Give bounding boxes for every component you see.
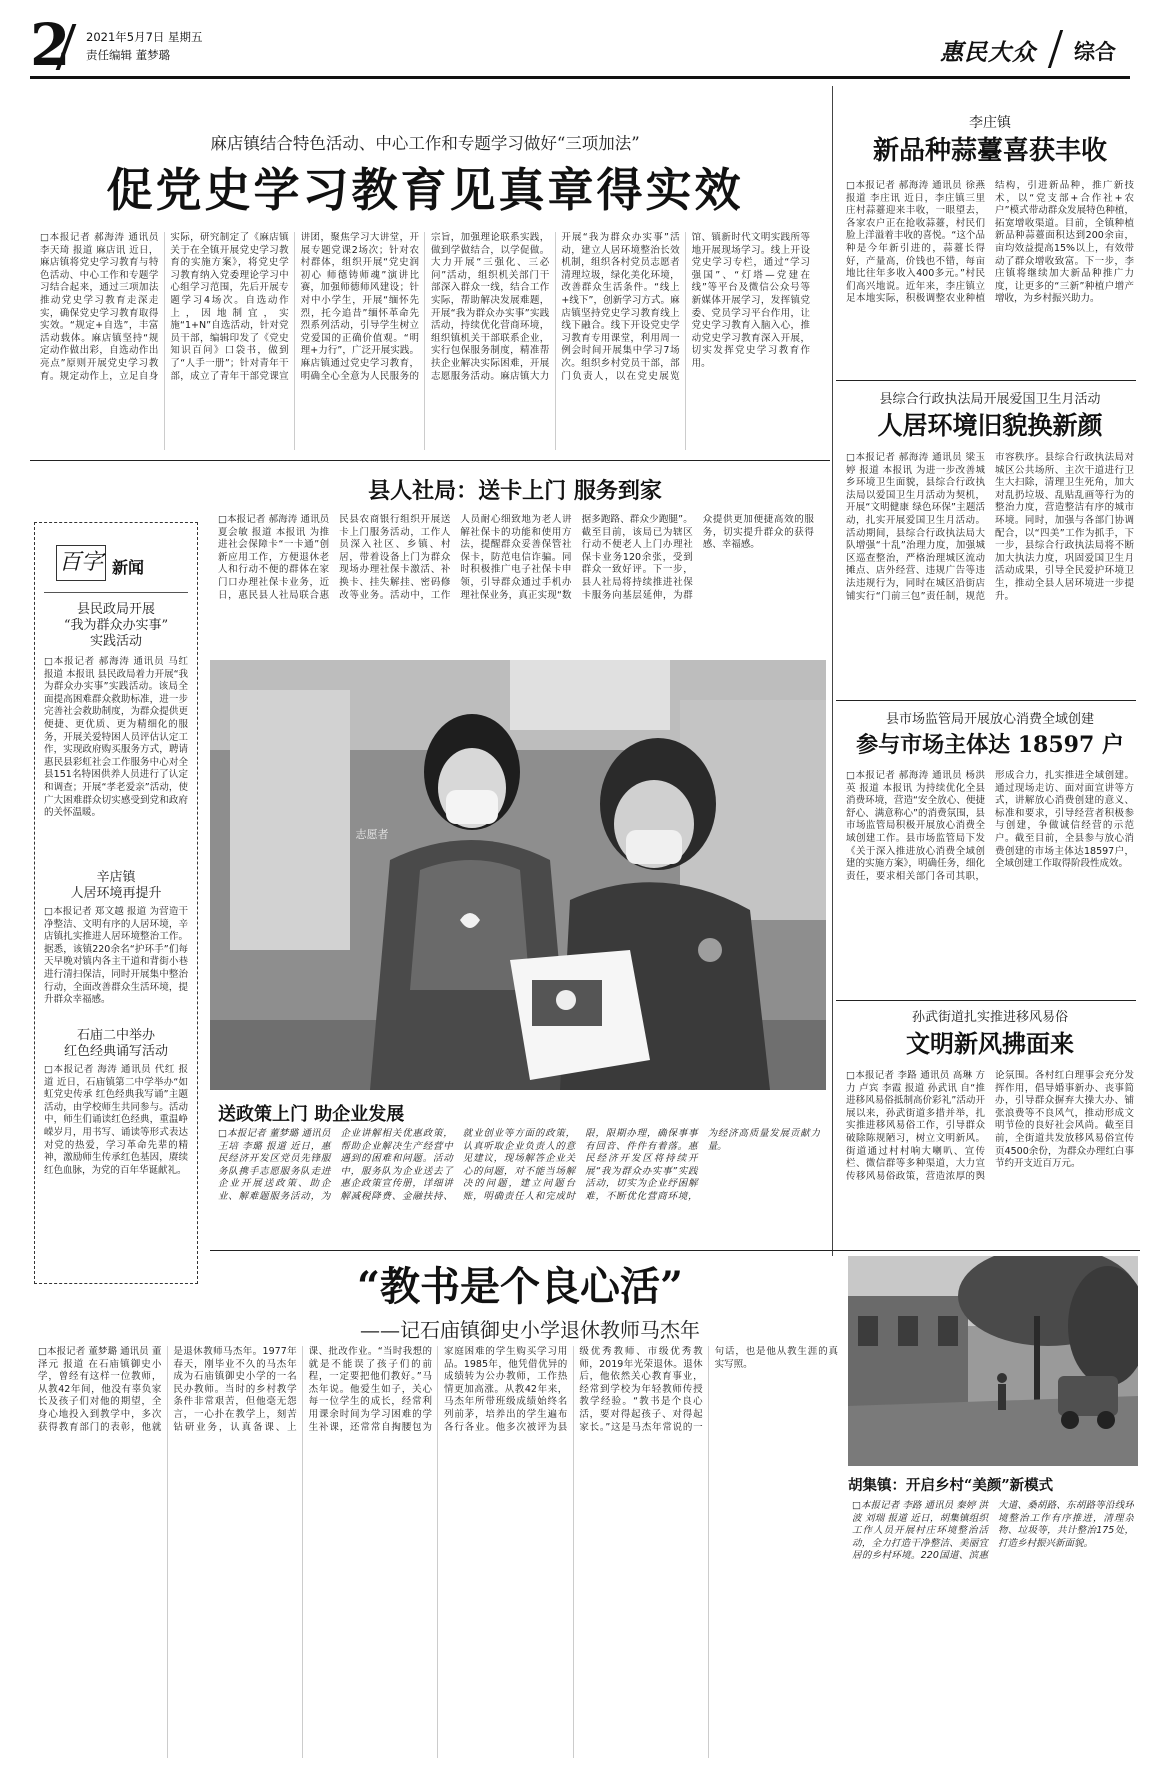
civil-kicker: 孙武街道扎实推进移风易俗 <box>911 1010 1068 1025</box>
teacher-subtitle: ——记石庙镇御史小学退休教师马杰年 <box>360 1318 700 1342</box>
lead-title: 促党史学习教育见真章得实效 <box>106 163 744 217</box>
editor-credit: 责任编辑 董梦璐 <box>86 48 171 62</box>
social-title: 县人社局：送卡上门 服务到家 <box>368 478 662 504</box>
main-photo <box>210 660 826 1090</box>
hundred-item-1-body: □本报记者 郝海涛 通讯员 马红 报道 本报讯 县民政局着力开展“我为群众办实事”实践活动。该局全面提高困难群众救助标准，进一步完善社会救助制度，为群众提供更便捷、更优质、更为精细化的服务，开展关爱特困人员评估认定工作，实现政府购买服务方式，聘请惠民县彩虹社会工作服务中心对全县151名特困供养人员进行了认定和调查；开展“孝老爱亲”活动，使广大困难群众切实感受到党和政府的关怀温暖。 <box>44 656 188 819</box>
hundred-item-3-body: □本报记者 海涛 通讯员 代红 报道 近日，石庙镇第二中学举办“如虹党史传承 红色经典我写诵”主题活动，由学校师生共同参与。活动中，师生们诵读红色经典，重温峥嵘岁月，用书写、诵读等形式表达对党的热爱，学习革命先辈的精神，激励师生传承红色基因，赓续红色血脉，为党的百年华诞献礼。 <box>44 1064 188 1176</box>
lead-bottom-rule <box>30 460 830 461</box>
brand-divider <box>1048 30 1072 68</box>
village-photo-image <box>848 1256 1138 1466</box>
vegetable-place: 李庄镇 <box>969 115 1011 131</box>
masthead-rule <box>30 76 1130 79</box>
market-title: 参与市场主体达 18597 户 <box>856 732 1124 758</box>
hundred-label-rule <box>44 592 188 593</box>
volunteer-vest-text: 志愿者 <box>355 828 389 841</box>
civil-body: □本报记者 李路 通讯员 高琳 方力 卢宾 李霞 报道 孙武讯 自“推进移风易俗抵制高价彩礼”活动开展以来，孙武街道多措并举，扎实推进移风易俗工作，引导群众破除陈规陋习，树立文明新风。街道通过村村响大喇叭、宣传栏、微信群等多种渠道，大力宣传移风易俗政策，营造浓厚的舆论氛围。各村红白理事会充分发挥作用，倡导婚事新办、丧事简办，引导群众摒弃大操大办、铺张浪费等不良风气，推动形成文明节俭的良好社会风尚。截至目前，全街道共发放移风易俗宣传页4500余份，为群众办理红白事节约开支近百万元。 <box>846 1070 1134 1182</box>
village-caption: 胡集镇：开启乡村“美颜”新模式 <box>848 1477 1054 1494</box>
hundred-item-2-body: □本报记者 郑文越 报道 为营造干净整洁、文明有序的人居环境，辛店镇扎实推进人居环境整治工作。据悉，该镇220余名“护环手”们每天早晚对镇内各主干道和背街小巷进行清扫保洁，同时开展集中整治行动，全面改善群众生活环境，提升群众幸福感。 <box>44 906 188 1006</box>
main-photo-image <box>210 660 826 1090</box>
page-number: 2 <box>30 11 71 79</box>
enforcement-bottom-rule <box>836 700 1136 701</box>
market-body: □本报记者 郝海涛 通讯员 杨洪英 报道 本报讯 为持续优化全县消费环境，营造“安全放心、便捷舒心、满意称心”的消费氛围，县市场监管局积极开展放心消费全域创建工作。县市场监管局下发《关于深入推进放心消费全域创建的实施方案》，明确任务，细化责任，要求相关部门各司其职，形成合力，扎实推进全域创建。通过现场走访、面对面宣讲等方式，讲解放心消费创建的意义、标准和要求，引导经营者积极参与创建，争做诚信经营的示范户。截至目前，全县参与放心消费创建的市场主体达18597户，全域创建工作取得阶段性成效。 <box>846 770 1134 882</box>
main-photo-body: □本报记者 董梦璐 通讯员 王培 李璐 报道 近日，惠民经济开发区党员先锋服务队携手志愿服务队走进企业开展送政策、助企业、解难题服务活动，为企业讲解相关优惠政策，帮助企业解决生产经营中遇到的困难和问题。活动中，服务队为企业送去了惠企政策宣传册，详细讲解减税降费、金融扶持、就业创业等方面的政策，认真听取企业负责人的意见建议，现场解答企业关心的问题，对不能当场解决的问题，建立问题台账，明确责任人和完成时限，限期办理，确保事事有回音、件件有着落。惠民经济开发区将持续开展“我为群众办实事”实践活动，切实为企业纾困解难，不断优化营商环境，为经济高质量发展贡献力量。 <box>218 1128 820 1202</box>
teacher-top-rule <box>210 1250 1140 1251</box>
right-column-divider <box>832 86 833 1256</box>
vegetable-title: 新品种蒜薹喜获丰收 <box>872 136 1107 166</box>
market-kicker: 县市场监管局开展放心消费全域创建 <box>885 712 1094 727</box>
vegetable-bottom-rule <box>836 380 1136 381</box>
civil-title: 文明新风拂面来 <box>906 1029 1074 1058</box>
enforcement-title: 人居环境旧貌换新颜 <box>877 411 1103 440</box>
hundred-item-1-title-a: 县民政局开展 <box>76 602 155 617</box>
hundred-word-label: 百字 <box>56 545 106 581</box>
hundred-item-2-title-a: 辛店镇 <box>96 870 136 885</box>
social-body: □本报记者 郝海涛 通讯员 夏会敏 报道 本报讯 为推进社会保障卡“一卡通”创新应用工作，方便退休老人和行动不便的群体在家门口办理社保卡业务，近日，惠民县人社局联合惠民县农商银行组织开展送卡上门服务活动，工作人员深入社区、乡镇、村居，带着设备上门为群众现场办理社保卡激活、补换卡、挂失解挂、密码修改等业务。活动中，工作人员耐心细致地为老人讲解社保卡的功能和使用方法，提醒群众妥善保管社保卡，防范电信诈骗。同时积极推广电子社保卡申领，引导群众通过手机办理社保业务，真正实现“数据多跑路、群众少跑腿”。截至目前，该局已为辖区行动不便老人上门办理社保卡业务120余张，受到群众一致好评。下一步，县人社局将持续推进社保卡服务向基层延伸，为群众提供更加便捷高效的服务，切实提升群众的获得感、幸福感。 <box>218 514 814 601</box>
teacher-body: □本报记者 董梦璐 通讯员 董泽元 报道 在石庙镇御史小学，曾经有这样一位教师，从教42年间，他没有辜负家长及孩子们对他的期望，全身心地投入到教学中，多次获得教育部门的表彰，他就是退休教师马杰年。1977年春天，刚毕业不久的马杰年成为石庙镇御史小学的一名民办教师。当时的乡村教学条件非常艰苦，但他毫无怨言，一心扑在教学上，刻苦钻研业务，认真备课、上课、批改作业。“当时我想的就是不能误了孩子们的前程，一定要把他们教好。”马杰年说。他爱生如子，关心每一位学生的成长，经常利用课余时间为学习困难的学生补课，还常常自掏腰包为家庭困难的学生购买学习用品。1985年，他凭借优异的成绩转为公办教师，工作热情更加高涨。从教42年来，马杰年所带班级成绩始终名列前茅，培养出的学生遍布各行各业。他多次被评为县级优秀教师、市级优秀教师，2019年光荣退休。退休后，他依然关心教育事业，经常到学校为年轻教师传授教学经验。“教书是个良心活，要对得起孩子、对得起家长。”这是马杰年常说的一句话，也是他从教生涯的真实写照。 <box>38 1346 838 1433</box>
newspaper-brand: 惠民大众 <box>940 39 1036 66</box>
lead-kicker: 麻店镇结合特色活动、中心工作和专题学习做好“三项加法” <box>210 134 640 153</box>
market-bottom-rule <box>836 1000 1136 1001</box>
hundred-item-3-title-a: 石庙二中举办 <box>76 1028 155 1043</box>
issue-date: 2021年5月7日 星期五 <box>86 30 203 44</box>
enforcement-body: □本报记者 郝海涛 通讯员 梁玉婷 报道 本报讯 为进一步改善城乡环境卫生面貌，县综合行政执法局以爱国卫生月活动为契机，开展“文明健康 绿色环保”主题活动，扎实开展爱国卫生月活动。活动期间，县综合行政执法局大队增强“十乱”治理力度，加强城区巡查整治，严格治理城区流动摊点、店外经营、违规广告等违法违规行为，同时在城区沿街店铺实行“门前三包”责任制，规范市容秩序。县综合行政执法局对城区公共场所、主次干道进行卫生大扫除，清理卫生死角，加大对乱扔垃圾、乱贴乱画等行为的整治力度，营造整洁有序的城市环境。同时，加强与各部门协调配合，以“四美”工作为抓手，下一步，县综合行政执法局将不断加大执法力度，巩固爱国卫生月活动成果，引导全民爱护环境卫生，推动全县人居环境进一步提升。 <box>846 452 1134 602</box>
teacher-title: “教书是个良心活” <box>356 1263 683 1310</box>
hundred-item-2-title-b: 人居环境再提升 <box>70 886 162 901</box>
hundred-item-1-title-b: “我为群众办实事” <box>63 618 169 633</box>
hundred-item-1-title-c: 实践活动 <box>89 634 142 649</box>
main-photo-caption: 送政策上门 助企业发展 <box>218 1104 405 1125</box>
news-label: 新闻 <box>112 558 145 577</box>
village-body: □本报记者 李路 通讯员 秦婷 洪波 刘瑞 报道 近日，胡集镇组织工作人员开展村庄环境整治活动，全力打造干净整洁、美丽宜居的乡村环境。220国道、滨惠大道、桑胡路、东胡路等沿线环境整治工作有序推进，清理杂物、垃圾等，共计整治175处，打造乡村振兴新面貌。 <box>852 1500 1134 1562</box>
village-photo <box>848 1256 1138 1466</box>
enforcement-kicker: 县综合行政执法局开展爱国卫生月活动 <box>879 392 1101 407</box>
lead-body: □本报记者 郝海涛 通讯员 李天琦 报道 麻店讯 近日，麻店镇将党史学习教育与特色活动、中心工作和专题学习结合起来，通过三项加法推动党史学习教育走深走实，确保党史学习教育取得实效。“规定+自选”，丰富活动载体。麻店镇坚持“规定动作做出彩，自选动作出亮点”原则开展党史学习教育。规定动作上，立足自身实际，研究制定了《麻店镇关于在全镇开展党史学习教育的实施方案》，将党史学习教育纳入党委理论学习中心组学习范围，先后开展专题学习4场次。自选动作上，因地制宜，实施“1+N”自选活动，针对党员干部，编辑印发了《党史知识百问》口袋书，做到了“人手一册”；针对青年干部，成立了青年干部党课宣讲团，聚焦学习大讲堂，开展专题党课2场次；针对农村群体，组织开展“党史润初心 师德铸师魂”演讲比赛，加强师德师风建设；针对中小学生，开展“缅怀先烈，托今追昔”缅怀革命先烈系列活动，引导学生树立党爱国的正确价值观。“明理+力行”，广泛开展实践。麻店镇通过党史学习教育，明确全心全意为人民服务的宗旨，加强理论联系实践，做到学做结合，以学促做。大力开展“三强化、三必问”活动，组织机关部门干部深入群众一线，结合工作实际，帮助解决发展难题，开展“我为群众办实事”实践活动，持续优化营商环境，组织镇机关干部联系企业，实行包保服务制度，精准帮扶企业解决实际困难，开展志愿服务活动。麻店镇大力开展“我为群众办实事”活动，建立人居环境整治长效机制，组织各村党员志愿者清理垃圾，绿化美化环境，改善群众生活条件。“线上+线下”，创新学习方式。麻店镇坚持党史学习教育线上线下融合。线下开设党史学习教育专用课堂，利用周一例会时间开展集中学习7场次。组织乡村党员干部，部门负责人，以在党史展览馆、镇新时代文明实践所等地开展现场学习。线上开设党史学习专栏，通过“学习强国”、“灯塔—党建在线”等平台及微信公众号等新媒体开展学习，发挥镇党委、党员学习平台作用，让党史学习教育入脑入心，推动党史学习教育深入开展，切实发挥党史学习教育作用。 <box>40 232 810 382</box>
section-name: 综合 <box>1074 40 1116 64</box>
hundred-item-3-title-b: 红色经典诵写活动 <box>63 1044 168 1059</box>
vegetable-body: □本报记者 郝海涛 通讯员 徐燕 报道 李庄讯 近日，李庄镇三里庄村蒜薹迎来丰收，一眼望去，各家农户正在抢收蒜薹，村民们脸上洋溢着丰收的喜悦。“这个品种是今年新引进的，蒜薹长得好，产量高，价钱也不错，每亩地比往年多收入400多元。”村民们高兴地说。近年来，李庄镇立足本地实际，积极调整农业种植结构，引进新品种，推广新技术，以“党支部+合作社+农户”模式带动群众发展特色种植，拓宽增收渠道。目前，全镇种植新品种蒜薹面积达到200余亩，亩均效益提高15%以上，有效带动了群众增收致富。下一步，李庄镇将继续加大新品种推广力度，让更多的“三新”种植户增产增收，为乡村振兴助力。 <box>846 180 1134 305</box>
